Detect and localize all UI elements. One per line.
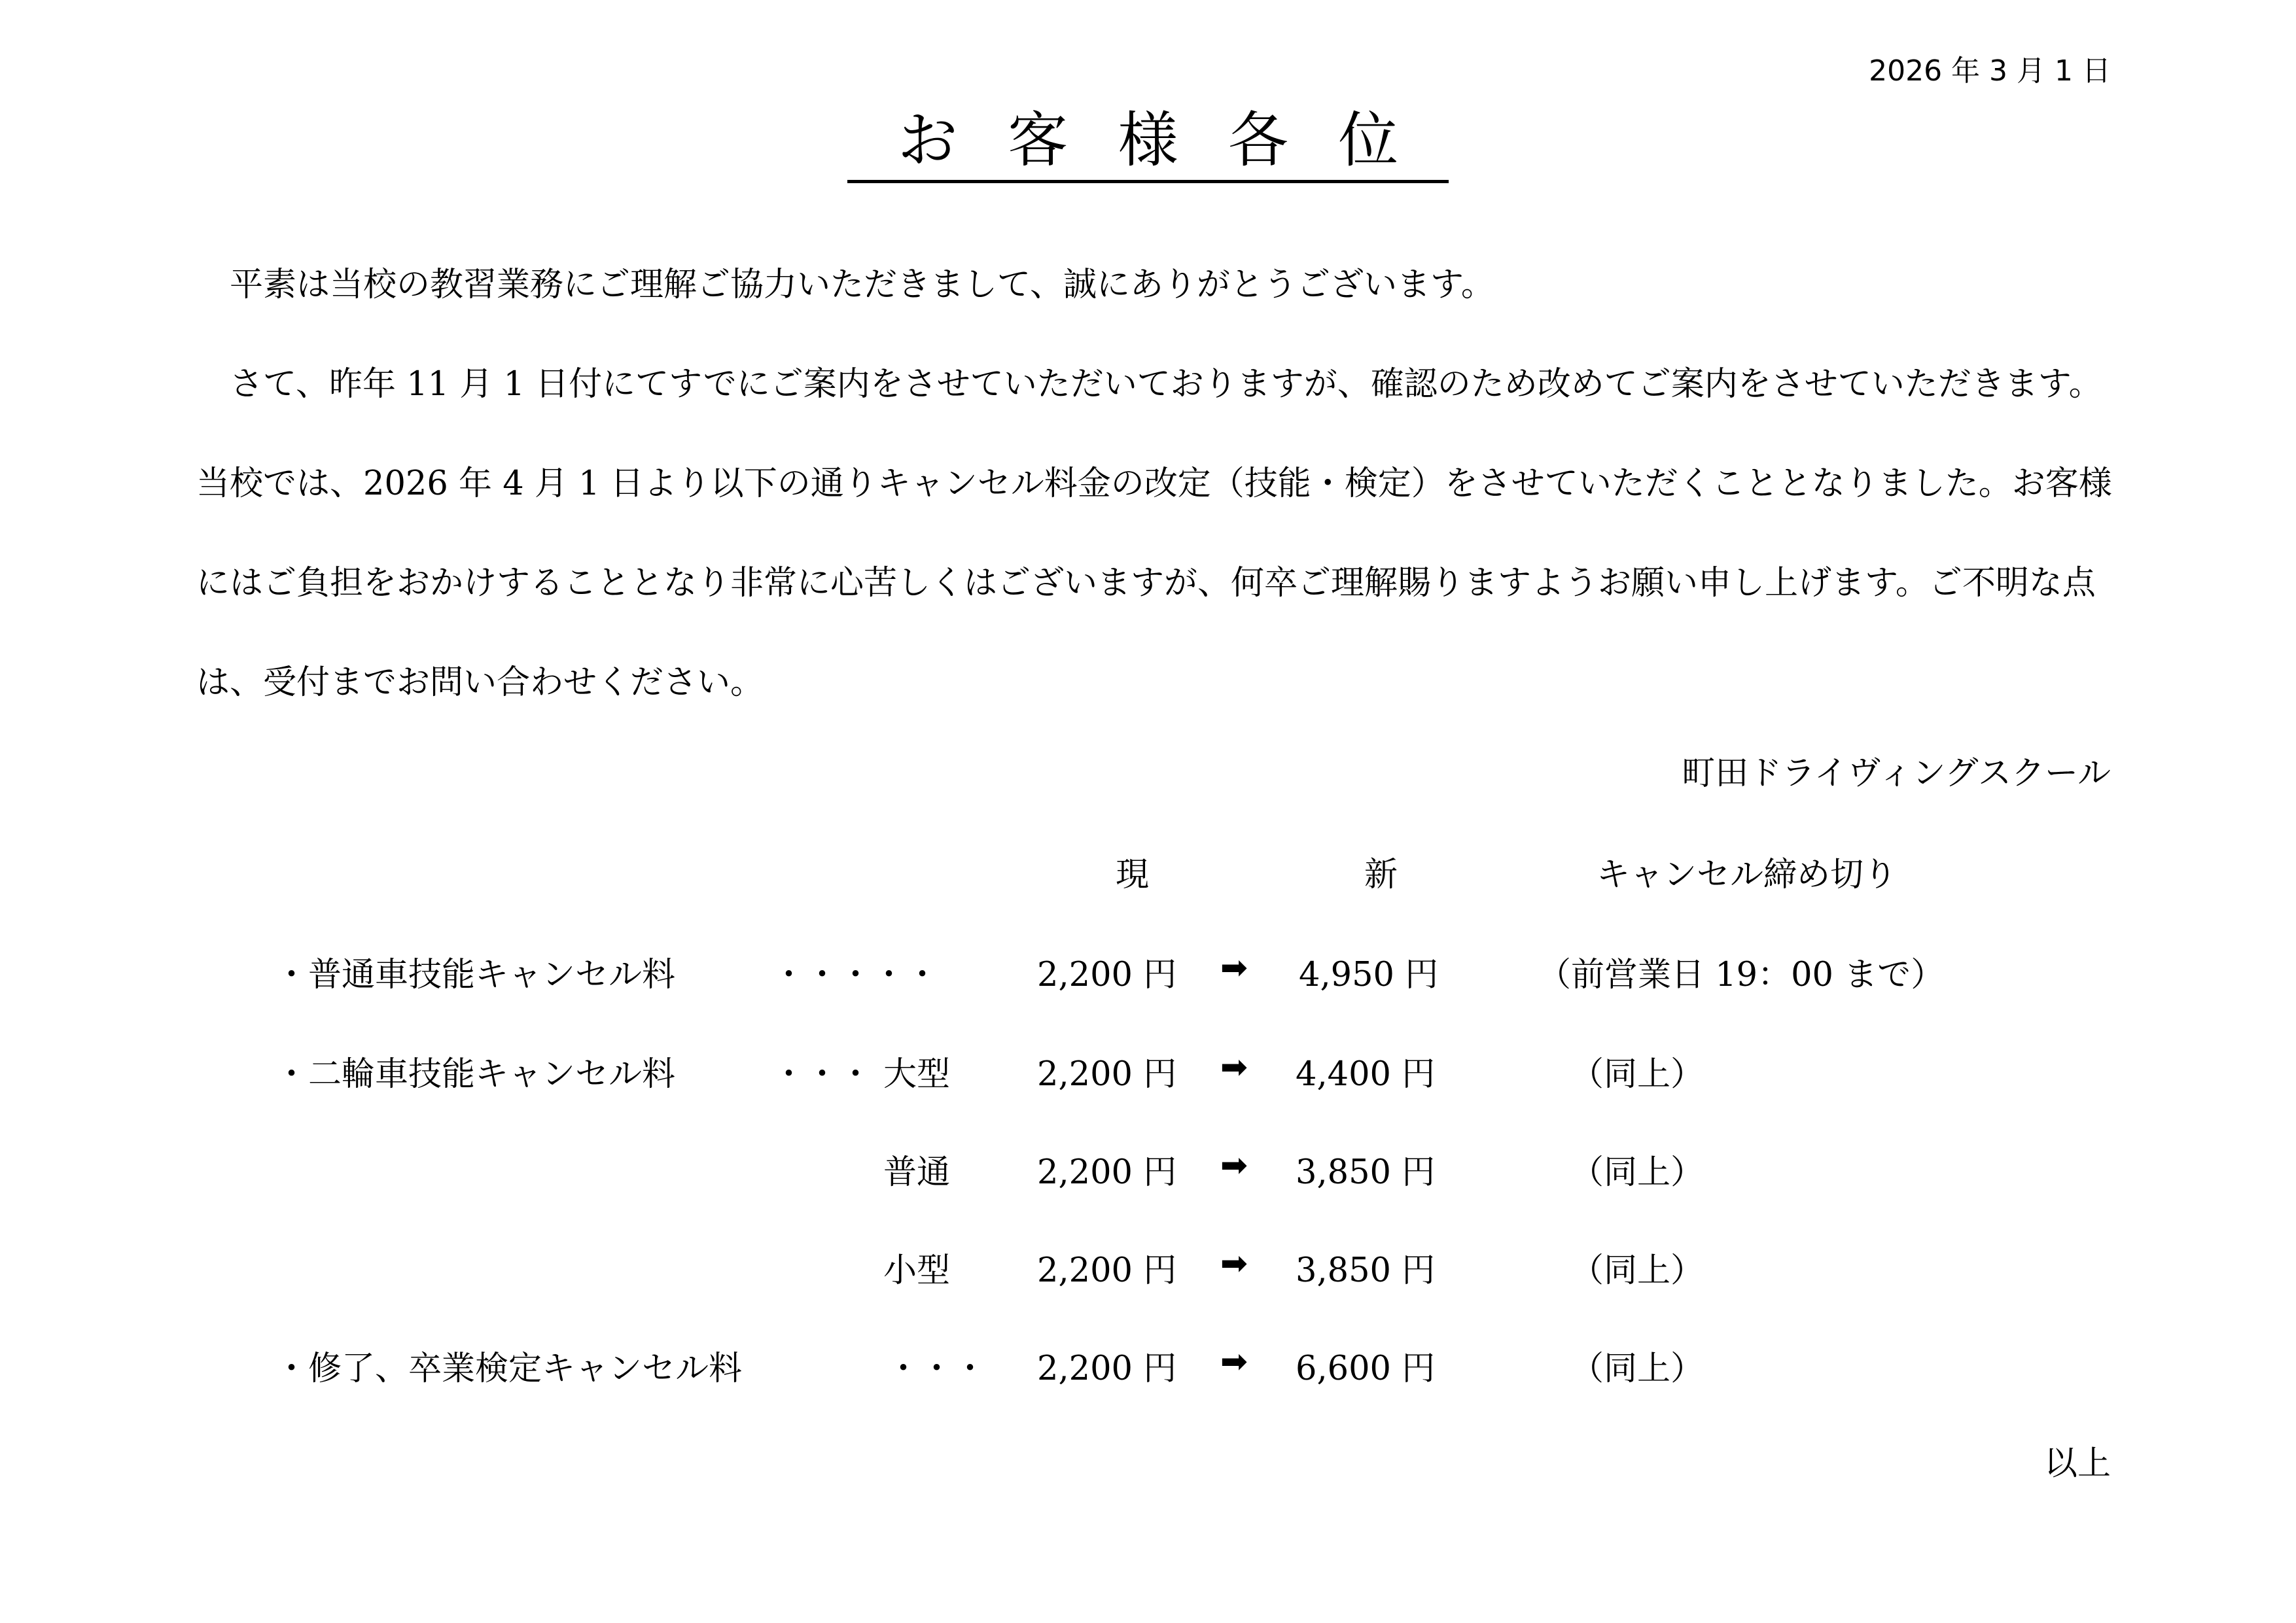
closing-mark: 以上 xyxy=(2043,1444,2111,1483)
greeting-paragraph: 平素は当校の教習業務にご理解ご協力いただきまして、誠にありがとうございます。 xyxy=(230,266,1494,304)
cancel-deadline: （同上） xyxy=(1570,1055,1704,1094)
fee-subcategory: 大型 xyxy=(883,1055,951,1094)
cancel-deadline: （前営業日 19：00 まで） xyxy=(1538,956,1945,994)
document-date: 2026 年 3 月 1 日 xyxy=(1869,54,2111,88)
new-fee: 3,850 円 xyxy=(1296,1153,1436,1192)
header-current: 現 xyxy=(1116,856,1150,894)
leader-dots: ・・・ xyxy=(887,1350,987,1388)
school-name: 町田ドライヴィングスクール xyxy=(1682,754,2111,793)
cancel-deadline: （同上） xyxy=(1570,1153,1704,1192)
arrow-right-icon: ➡ xyxy=(1220,1146,1248,1184)
current-fee: 2,200 円 xyxy=(1037,956,1177,994)
fee-item-label: ・普通車技能キャンセル料 xyxy=(275,956,676,994)
arrow-right-icon: ➡ xyxy=(1220,1048,1248,1086)
cancel-deadline: （同上） xyxy=(1570,1251,1704,1290)
arrow-right-icon: ➡ xyxy=(1220,1244,1248,1282)
new-fee: 6,600 円 xyxy=(1296,1350,1436,1388)
header-deadline: キャンセル締め切り xyxy=(1597,856,1898,894)
current-fee: 2,200 円 xyxy=(1037,1350,1177,1388)
document-title: お客様各位 xyxy=(847,101,1448,183)
cancel-deadline: （同上） xyxy=(1570,1350,1704,1388)
fee-item-label: ・二輪車技能キャンセル料 xyxy=(275,1055,676,1094)
new-fee: 4,950 円 xyxy=(1299,956,1439,994)
document-title-wrap xyxy=(0,98,2296,183)
arrow-right-icon: ➡ xyxy=(1220,949,1248,986)
leader-dots: ・・・ xyxy=(772,1055,873,1094)
fee-subcategory: 小型 xyxy=(883,1251,951,1290)
new-fee: 4,400 円 xyxy=(1296,1055,1436,1094)
new-fee: 3,850 円 xyxy=(1296,1251,1436,1290)
current-fee: 2,200 円 xyxy=(1037,1153,1177,1192)
fee-subcategory: 普通 xyxy=(883,1153,951,1192)
leader-dots: ・・・・・ xyxy=(772,956,940,994)
notice-paragraph: さて、昨年 11 月 1 日付にてすでにご案内をさせていただいておりますが、確認のため改めてご案内をさせていただきます。当校では、2026 年 4 月 1 日より以下の通りキャンセル料金の改定（技能・検定）をさせていただくこととなりました。お客様にはご負担をおかけすることとなり非常に心苦しくはございますが、何卒ご理解賜りますようお願い申し上げます。ご不明な点は、受付までお問い合わせください。 xyxy=(196,365,2112,702)
fee-item-label: ・修了、卒業検定キャンセル料 xyxy=(275,1350,743,1388)
current-fee: 2,200 円 xyxy=(1037,1055,1177,1094)
header-new: 新 xyxy=(1364,856,1398,894)
arrow-right-icon: ➡ xyxy=(1220,1342,1248,1380)
current-fee: 2,200 円 xyxy=(1037,1251,1177,1290)
